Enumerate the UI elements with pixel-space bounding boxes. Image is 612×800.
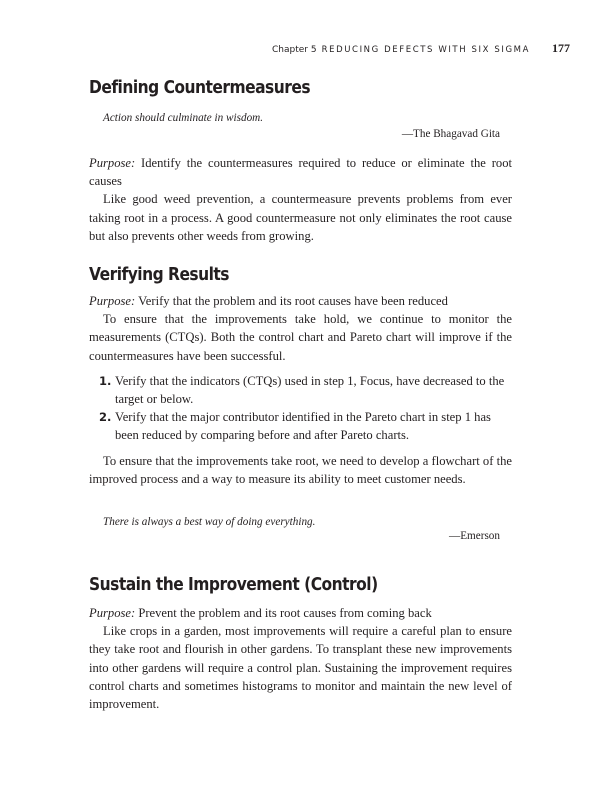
list-item — [89, 372, 512, 408]
page-number: 177 — [552, 41, 570, 55]
running-head-chapter: Chapter 5 — [272, 45, 317, 55]
epigraph-attribution: —The Bhagavad Gita — [401, 128, 500, 140]
purpose-label: Purpose: — [89, 606, 136, 620]
step-number: 2. — [99, 410, 112, 425]
step-text: Verify that the indicators (CTQs) used in step 1, Focus, have decreased to the target or below. — [115, 373, 505, 407]
body-paragraph: Like good weed prevention, a countermeasure prevents problems from ever taking root in a process. A good countermeasure not only eliminates the root cause but also prevents other weeds from growing. — [89, 192, 512, 243]
purpose-label: Purpose: — [89, 156, 136, 170]
section-heading-verifying-results: Verifying Results — [89, 264, 230, 285]
section-heading-sustain-the-improvement: Sustain the Improvement (Control) — [89, 574, 378, 595]
steps-list — [89, 372, 512, 445]
step-number: 1. — [99, 373, 112, 388]
step-text: Verify that the major contributor identified in the Pareto chart in step 1 has been reduced by comparing before and after Pareto charts. — [115, 410, 491, 443]
section1-body — [89, 154, 512, 245]
running-head — [272, 41, 570, 57]
epigraph-emerson — [103, 514, 499, 530]
body-paragraph: Like crops in a garden, most improvements will require a careful plan to ensure they take root and flourish in other gardens. To transplant these new improvements into other gardens will require a control plan. Sustaining the improvement requires control charts and sometimes histograms to monitor and maintain the new level of improvement. — [89, 624, 512, 712]
purpose-text: Identify the countermeasures required to reduce or eliminate the root causes — [89, 156, 512, 189]
purpose-statement — [89, 292, 512, 310]
purpose-text: Verify that the problem and its root causes have been reduced — [135, 294, 448, 308]
purpose-label: Purpose: — [89, 294, 136, 308]
body-paragraph: To ensure that the improvements take hold, we continue to monitor the measurements (CTQs). Both the control chart and Pareto chart will improve if the countermeasures have been successful. — [89, 312, 512, 363]
body-paragraph: To ensure that the improvements take root, we need to develop a flowchart of the improved process and a way to measure its ability to meet customer needs. — [89, 453, 512, 486]
epigraph-attribution: —Emerson — [449, 530, 500, 542]
section3-body — [89, 604, 512, 713]
section2-body — [89, 292, 512, 488]
epigraph-bhagavad-gita — [103, 110, 499, 126]
running-head-title: REDUCING DEFECTS WITH SIX SIGMA — [321, 45, 530, 55]
epigraph-text: There is always a best way of doing everything. — [103, 516, 316, 528]
epigraph-text: Action should culminate in wisdom. — [103, 112, 264, 124]
purpose-text: Prevent the problem and its root causes from coming back — [135, 606, 432, 620]
section-heading-defining-countermeasures: Defining Countermeasures — [89, 77, 311, 98]
list-item — [89, 408, 512, 444]
purpose-statement — [89, 604, 512, 622]
purpose-statement — [89, 154, 512, 190]
